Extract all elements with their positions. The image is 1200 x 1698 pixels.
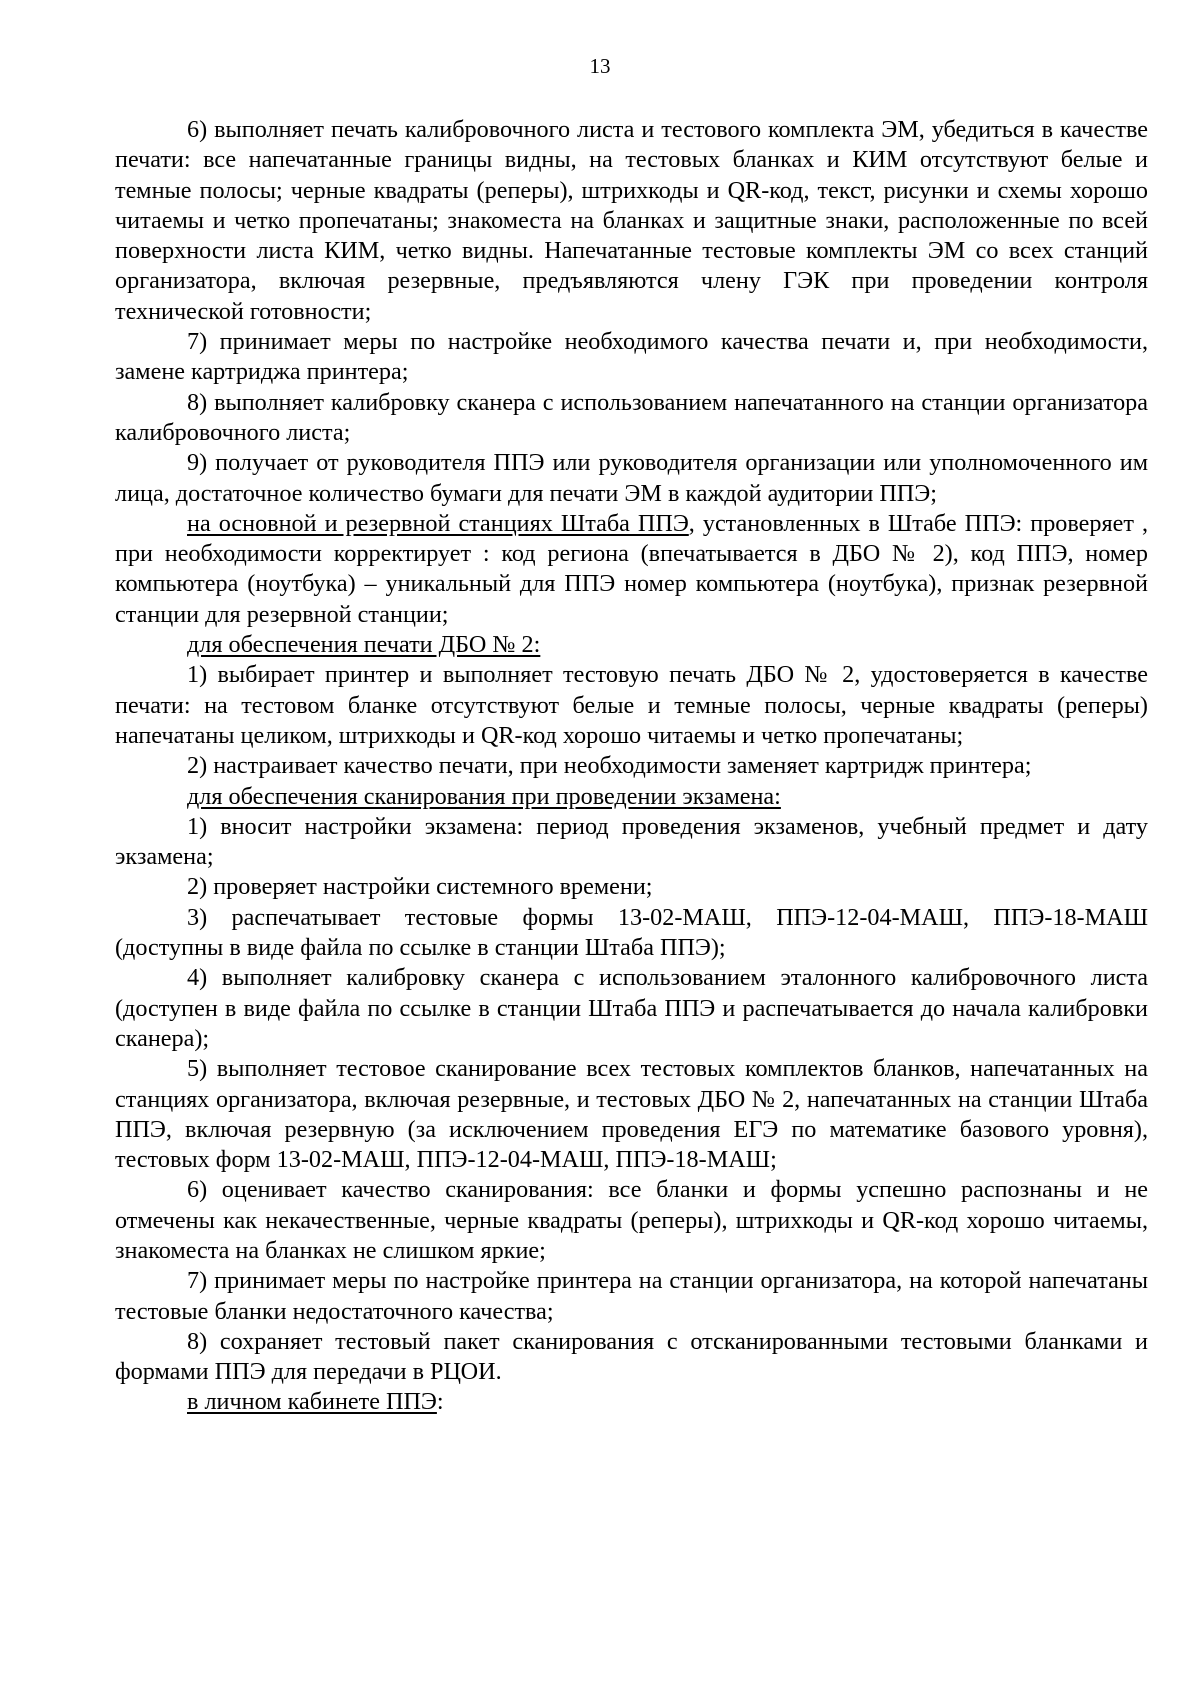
paragraph-text: 6) выполняет печать калибровочного листа и тестового комплекта ЭМ, убедиться в качестве печати: все напечатанные границы видны, на тестовых бланках и КИМ отсутствуют белые и темные полосы; черные квадраты (реперы), штрихкоды и QR-код, текст, рисунки и схемы хорошо читаемы и четко пропечатаны; знакоместа на бланках и защитные знаки, расположенные по всей поверхности листа КИМ, четко видны. Напечатанные тестовые комплекты ЭМ со всех станций организатора, включая резервные, предъявляются члену ГЭК при проведении контроля технической готовности; (115, 116, 1148, 325)
paragraph-scan-item-4 (115, 963, 1148, 1054)
paragraph-text: 7) принимает меры по настройке принтера на станции организатора, на которой напечатаны тестовые бланки недостаточного качества; (115, 1267, 1148, 1325)
underlined-heading: в личном кабинете ППЭ (187, 1388, 437, 1416)
paragraph-item-8-scanner-calibration (115, 388, 1148, 449)
paragraph-scan-item-5 (115, 1054, 1148, 1175)
underlined-heading: для обеспечения сканирования при проведении экзамена: (187, 782, 781, 810)
paragraph-text: 1) вносит настройки экзамена: период проведения экзаменов, учебный предмет и дату экзамена; (115, 812, 1148, 871)
paragraph-text: 5) выполняет тестовое сканирование всех тестовых комплектов бланков, напечатанных на станциях организатора, включая резервные, и тестовых ДБО № 2, напечатанных на станции Штаба ППЭ, включая резервную (за исключением проведения ЕГЭ по математике базового уровня), тестовых форм 13-02-МАШ, ППЭ-12-04-МАШ, ППЭ-18-МАШ; (115, 1055, 1148, 1174)
paragraph-text: 7) принимает меры по настройке необходимого качества печати и, при необходимости, замене картриджа принтера; (115, 328, 1148, 386)
heading-personal-cabinet (115, 1387, 1148, 1417)
paragraph-scan-item-2 (115, 872, 1148, 902)
page-number: 13 (589, 54, 611, 78)
document-body (115, 115, 1148, 1418)
paragraph-item-7-print-quality (115, 327, 1148, 388)
paragraph-text: 8) выполняет калибровку сканера с использованием напечатанного на станции организатора калибровочного листа; (115, 388, 1148, 446)
paragraph-text: 2) настраивает качество печати, при необходимости заменяет картридж принтера; (187, 752, 1032, 780)
paragraph-headquarters-stations (115, 509, 1148, 630)
paragraph-scan-item-3 (115, 903, 1148, 964)
underlined-heading: на основной и резервной станциях Штаба ППЭ (187, 509, 689, 537)
paragraph-item-9-paper (115, 448, 1148, 509)
paragraph-scan-item-7 (115, 1266, 1148, 1327)
paragraph-text: , установленных в Штабе ППЭ: проверяет , при необходимости корректирует : код региона (впечатывается в ДБО № 2), код ППЭ, номер компьютера (ноутбука) – уникальный для ППЭ номер компьютера (ноутбука), признак резервной станции для резервной станции; (115, 509, 1148, 628)
paragraph-text: 9) получает от руководителя ППЭ или руководителя организации или уполномоченного им лица, достаточное количество бумаги для печати ЭМ в каждой аудитории ППЭ; (115, 449, 1148, 507)
paragraph-dbo-item-2 (115, 751, 1148, 781)
paragraph-text: 4) выполняет калибровку сканера с использованием эталонного калибровочного листа (доступен в виде файла по ссылке в станции Штаба ППЭ и распечатывается до начала калибровки сканера); (115, 964, 1148, 1052)
paragraph-text: 6) оценивает качество сканирования: все бланки и формы успешно распознаны и не отмечены как некачественные, черные квадраты (реперы), штрихкоды и QR-код хорошо читаемы, знакоместа на бланках не слишком яркие; (115, 1176, 1148, 1264)
paragraph-text: 8) сохраняет тестовый пакет сканирования с отсканированными тестовыми бланками и формами ППЭ для передачи в РЦОИ. (115, 1327, 1148, 1386)
paragraph-text: 2) проверяет настройки системного времени; (187, 873, 653, 901)
paragraph-text: 3) распечатывает тестовые формы 13-02-МАШ, ППЭ-12-04-МАШ, ППЭ-18-МАШ (доступны в виде файла по ссылке в станции Штаба ППЭ); (115, 903, 1148, 962)
paragraph-scan-item-1 (115, 812, 1148, 873)
underlined-heading: для обеспечения печати ДБО № 2: (187, 631, 541, 659)
heading-scanning (115, 782, 1148, 812)
paragraph-text: 1) выбирает принтер и выполняет тестовую печать ДБО № 2, удостоверяется в качестве печати: на тестовом бланке отсутствуют белые и темные полосы, черные квадраты (реперы) напечатаны целиком, штрихкоды и QR-код хорошо читаемы и четко пропечатаны; (115, 661, 1148, 749)
paragraph-scan-item-8 (115, 1327, 1148, 1388)
heading-dbo-printing (115, 630, 1148, 660)
paragraph-text: : (436, 1388, 444, 1416)
paragraph-scan-item-6 (115, 1175, 1148, 1266)
paragraph-item-6-print-check (115, 115, 1148, 327)
paragraph-dbo-item-1 (115, 660, 1148, 751)
